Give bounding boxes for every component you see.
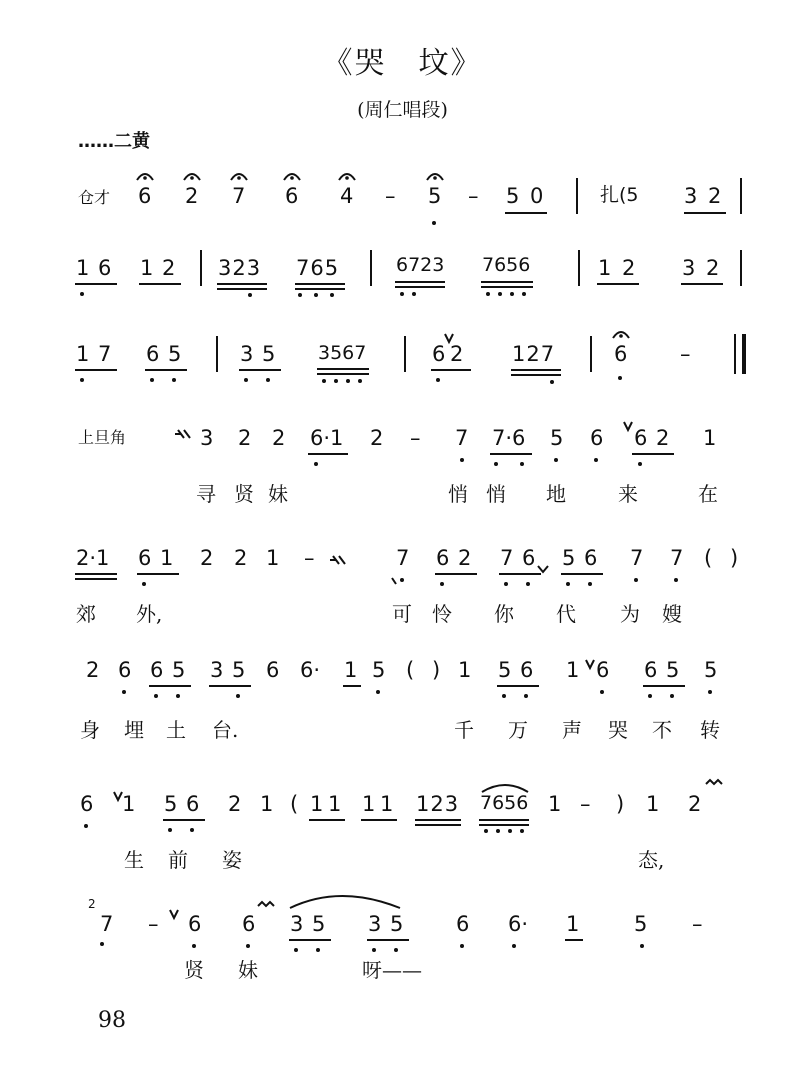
note: 6 [522, 546, 536, 570]
note: 1 [344, 658, 358, 682]
lyric: 埋 [124, 718, 144, 742]
note: 1 [328, 792, 342, 816]
lyric: 贤 [184, 958, 204, 982]
note: 2 [688, 792, 702, 816]
note: 5 [666, 658, 680, 682]
note: 2 [234, 546, 248, 570]
note: 6 [634, 426, 648, 450]
trill-mark [706, 780, 722, 784]
note: 7·6 [492, 426, 526, 450]
dash: – [385, 184, 396, 208]
fermata-dot [237, 176, 241, 180]
dash: – [148, 912, 159, 936]
note: 6 [266, 658, 280, 682]
lyric: 态, [638, 848, 665, 872]
note: 2 [450, 342, 464, 366]
note: 4 [340, 184, 354, 208]
dash: – [580, 792, 591, 816]
note: 6 [138, 184, 152, 208]
note: 6 [285, 184, 299, 208]
lyric: 郊 [76, 602, 96, 626]
lyric: 可 [392, 602, 412, 626]
lyric: 妹 [268, 482, 288, 506]
note: 2 [238, 426, 252, 450]
lyric: 生 [124, 848, 144, 872]
note: 5 [312, 912, 326, 936]
note: 7656 [480, 792, 529, 814]
note: 7 [670, 546, 684, 570]
lyric: 怜 [432, 602, 452, 626]
note: ( [290, 792, 299, 816]
note: 6 [590, 426, 604, 450]
note: 1 [458, 658, 472, 682]
note: 1 [598, 256, 612, 280]
fermata-dot [345, 176, 349, 180]
note: 1 [140, 256, 154, 280]
note: ) [616, 792, 625, 816]
note: 1 [646, 792, 660, 816]
note: 2 [656, 426, 670, 450]
lyric: 姿 [222, 848, 242, 872]
page-subtitle: (周仁唱段) [357, 99, 448, 121]
lyric: 声 [562, 718, 582, 742]
lyric: 在 [698, 482, 718, 506]
lyric: 千 [454, 718, 474, 742]
note: 3 [682, 256, 696, 280]
note: 1 [566, 912, 580, 936]
note: 1 [548, 792, 562, 816]
note: 2 [708, 184, 722, 208]
note: 123 [416, 792, 460, 816]
breath-mark [170, 910, 178, 918]
page-title: 《哭 坟》 [322, 46, 483, 81]
note: 1 [122, 792, 136, 816]
note: 5 [168, 342, 182, 366]
note: ) [730, 546, 739, 570]
dash: – [692, 912, 703, 936]
note: 5 [390, 912, 404, 936]
note: 6·1 [310, 426, 344, 450]
lyric: 土 [166, 718, 186, 742]
lyric: 前 [168, 848, 188, 872]
note: 6 [584, 546, 598, 570]
note: 5 [232, 658, 246, 682]
note: 3 [368, 912, 382, 936]
note: 2 [200, 546, 214, 570]
breath-mark [445, 334, 453, 342]
note: 5 [172, 658, 186, 682]
note: 7 [98, 342, 112, 366]
note: 5 [562, 546, 576, 570]
dash: – [680, 342, 691, 366]
note: 2 [185, 184, 199, 208]
note: 3 [684, 184, 698, 208]
breath-mark [586, 660, 594, 668]
note: 323 [218, 256, 262, 280]
note: 6· [508, 912, 529, 936]
note: 7 [500, 546, 514, 570]
note: 765 [296, 256, 340, 280]
trill-mark [330, 556, 345, 564]
lyric: 嫂 [662, 602, 682, 626]
note: 6 [436, 546, 450, 570]
note: 1 [310, 792, 324, 816]
note: 5 [550, 426, 564, 450]
note: 1 [76, 256, 90, 280]
breath-mark [624, 422, 632, 430]
note: 6 [186, 792, 200, 816]
role-label: 仓才 [78, 188, 111, 207]
note: 7 [630, 546, 644, 570]
breath-mark [114, 792, 122, 800]
note: 5 [164, 792, 178, 816]
note: 5 [428, 184, 442, 208]
note: 5 [506, 184, 520, 208]
note: 6 [614, 342, 628, 366]
note: ( [406, 658, 415, 682]
note: 6 [150, 658, 164, 682]
note: 7 [455, 426, 469, 450]
lyric: 外, [136, 602, 163, 626]
note: 1 [566, 658, 580, 682]
note: 1 [76, 342, 90, 366]
dash: – [410, 426, 421, 450]
fermata-dot [143, 176, 147, 180]
note: 6 [98, 256, 112, 280]
note: 1 [703, 426, 717, 450]
lyric: 悄 [448, 482, 468, 506]
lyric: 为 [620, 602, 640, 626]
trill-mark [258, 902, 274, 906]
note: 5 [372, 658, 386, 682]
note: 1 [362, 792, 376, 816]
note: 6 [146, 342, 160, 366]
lyric: 悄 [486, 482, 506, 506]
note: 6 [242, 912, 256, 936]
note: 1 [380, 792, 394, 816]
lyric: 呀—— [362, 958, 422, 982]
note: 0 [530, 184, 544, 208]
slur-mark [482, 785, 528, 792]
note: 2 [272, 426, 286, 450]
lyric: 来 [618, 482, 638, 506]
lyric: 代 [556, 602, 576, 626]
note: 3 [200, 426, 214, 450]
fermata-dot [433, 176, 437, 180]
lyric: 哭 [608, 718, 628, 742]
note: 2 [706, 256, 720, 280]
note: 6 [80, 792, 94, 816]
note: 2·1 [76, 546, 110, 570]
note: 7 [100, 912, 114, 936]
note: 7656 [482, 254, 531, 276]
note: 5 [262, 342, 276, 366]
lyric: 寻 [196, 482, 216, 506]
dash: – [468, 184, 479, 208]
section-label: ……二黄 [78, 131, 150, 152]
note: 5 [704, 658, 718, 682]
note: 7 [232, 184, 246, 208]
lyric: 地 [546, 482, 566, 506]
note: 6 [520, 658, 534, 682]
note: 1 [266, 546, 280, 570]
note: 6723 [396, 254, 445, 276]
note: 2 [622, 256, 636, 280]
lyric: 不 [652, 718, 672, 742]
note: ( [704, 546, 713, 570]
breath-mark [392, 578, 396, 584]
note: 5 [498, 658, 512, 682]
note: 6 [432, 342, 446, 366]
note: 6· [300, 658, 321, 682]
fermata-dot [619, 334, 623, 338]
breath-mark [538, 566, 548, 572]
note: 127 [512, 342, 556, 366]
note: 6 [138, 546, 152, 570]
note: 3 [210, 658, 224, 682]
note: 6 [596, 658, 610, 682]
note: 2 [162, 256, 176, 280]
note: 5 [634, 912, 648, 936]
note: 6 [456, 912, 470, 936]
lyric: 台. [212, 718, 239, 742]
page-number: 98 [98, 1008, 126, 1033]
lyric: 妹 [238, 958, 258, 982]
role-label: 上旦角 [78, 428, 127, 447]
lyric: 转 [700, 718, 720, 742]
note: 1 [260, 792, 274, 816]
lyric: 身 [80, 718, 100, 742]
dash: – [304, 546, 315, 570]
note: 扎(5 [600, 184, 639, 206]
note: 7 [396, 546, 410, 570]
note: 3567 [318, 342, 367, 364]
note: 2 [458, 546, 472, 570]
lyric: 万 [508, 718, 528, 742]
trill-mark [175, 430, 190, 438]
note: 3 [240, 342, 254, 366]
note: 6 [188, 912, 202, 936]
note: 2 [228, 792, 242, 816]
note: 6 [644, 658, 658, 682]
note: ) [432, 658, 441, 682]
note: 3 [290, 912, 304, 936]
fermata-dot [190, 176, 194, 180]
note: 1 [160, 546, 174, 570]
fermata-dot [290, 176, 294, 180]
slur-mark [290, 896, 400, 908]
note: 2 [370, 426, 384, 450]
note: 2 [86, 658, 100, 682]
lyric: 贤 [234, 482, 254, 506]
note: 2 [88, 897, 96, 911]
note: 6 [118, 658, 132, 682]
lyric: 你 [494, 602, 514, 626]
